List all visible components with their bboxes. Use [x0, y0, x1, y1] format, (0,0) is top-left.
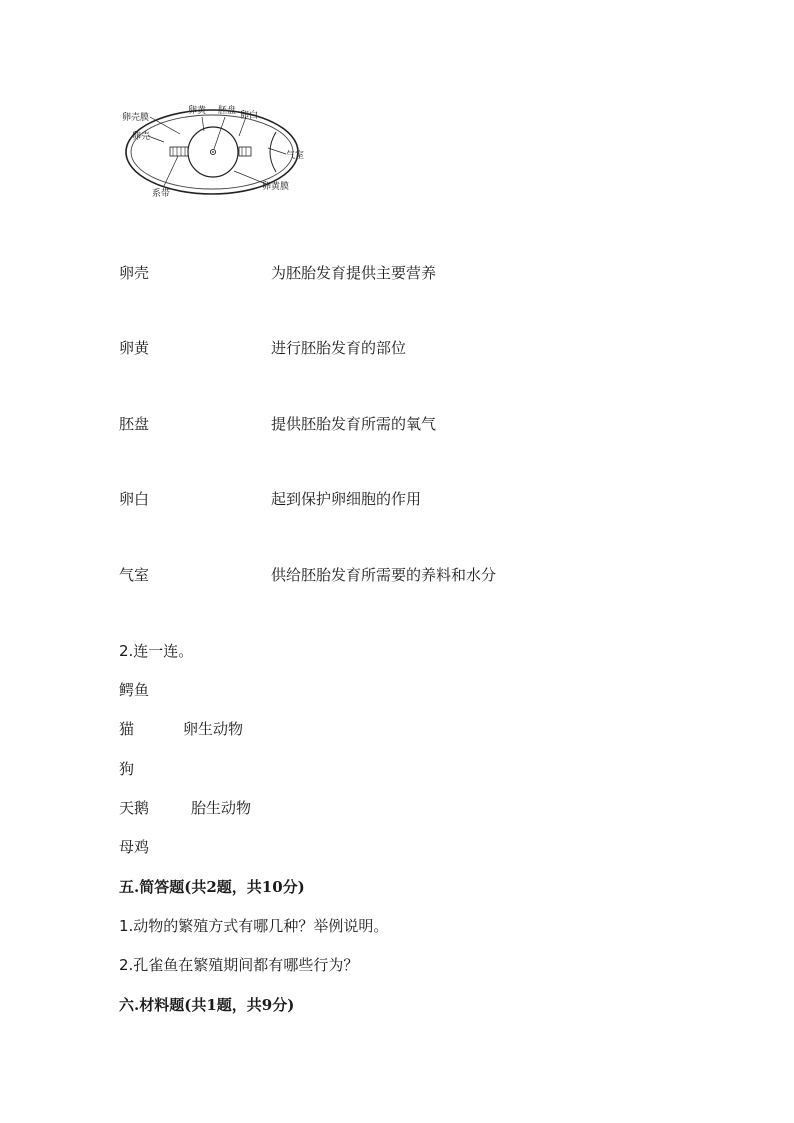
short-answer-question: 2.孔雀鱼在繁殖期间都有哪些行为？ [119, 956, 359, 974]
match-left-item: 胚盘 [119, 415, 150, 433]
match-right-item: 进行胚胎发育的部位 [271, 339, 407, 357]
match-right-item: 提供胚胎发育所需的氧气 [271, 415, 437, 433]
label-albumen: 卵白 [240, 111, 259, 121]
short-answer-question: 1.动物的繁殖方式有哪几种？举例说明。 [119, 917, 389, 935]
animal-item: 狗 [119, 760, 135, 778]
match-right-item: 起到保护卵细胞的作用 [271, 490, 422, 508]
chalaza-right [239, 147, 251, 156]
match-left-item: 卵黄 [119, 339, 150, 357]
label-air-cell: 气室 [286, 151, 305, 161]
label-chalaza: 系带 [152, 189, 171, 199]
animal-item: 猫 [119, 720, 135, 738]
match-right-item: 供给胚胎发育所需要的养料和水分 [271, 566, 497, 584]
label-vitelline-membrane: 卵黄膜 [262, 182, 290, 192]
category-oviparous: 卵生动物 [183, 720, 244, 738]
match-left-item: 卵白 [119, 490, 150, 508]
label-shell-membrane: 卵壳膜 [122, 113, 150, 123]
match-right-item: 为胚胎发育提供主要营养 [271, 264, 437, 282]
category-viviparous: 胎生动物 [191, 799, 252, 817]
animal-item: 鳄鱼 [119, 681, 150, 699]
air-cell-shape [270, 132, 276, 172]
match-left-item: 气室 [119, 566, 150, 584]
chalaza-left [170, 147, 188, 156]
animal-item: 母鸡 [119, 838, 150, 856]
section-5-title: 五.简答题(共2题，共10分) [119, 878, 305, 896]
section-6-title: 六.材料题(共1题，共9分) [119, 996, 295, 1014]
label-blastodisc: 胚盘 [218, 106, 237, 116]
animal-item: 天鹅 [119, 799, 150, 817]
label-shell: 卵壳 [132, 132, 151, 142]
egg-structure-diagram [118, 96, 318, 206]
match-left-item: 卵壳 [119, 264, 150, 282]
question-2-title: 2.连一连。 [119, 642, 194, 660]
label-yolk: 卵黄 [188, 106, 207, 116]
